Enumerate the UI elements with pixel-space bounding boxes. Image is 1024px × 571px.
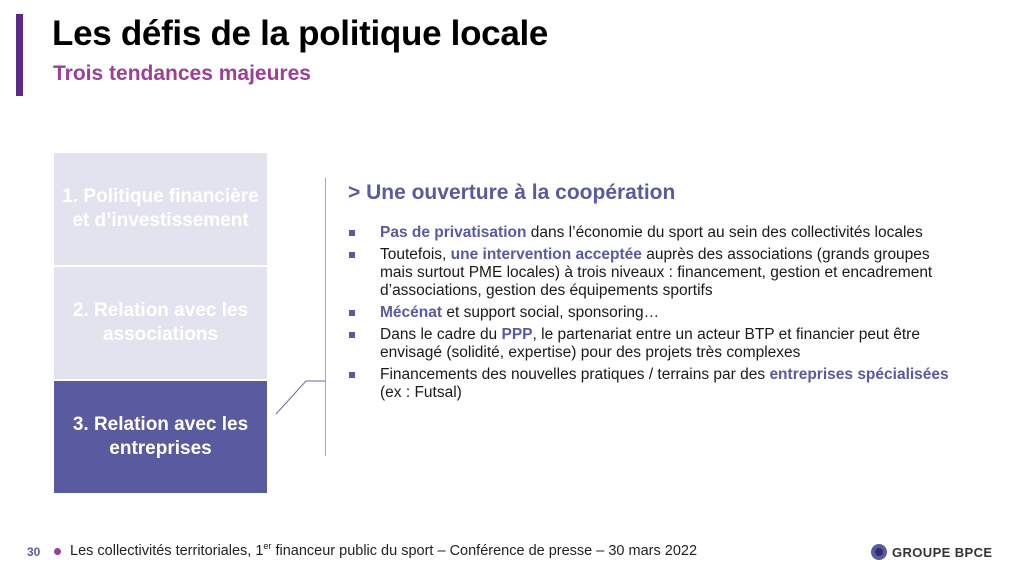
bullet-item [349, 246, 949, 300]
bullet-list [349, 224, 949, 406]
topic-tabs [54, 153, 267, 493]
bullet-text: dans l’économie du sport au sein des collectivités locales [526, 224, 923, 241]
tab-politique-financiere[interactable]: 1. Politique financière et d’investissement [54, 153, 267, 265]
page-number: 30 [27, 545, 41, 559]
page-title: Les défis de la politique locale [52, 14, 549, 53]
footer-dot-icon [54, 548, 61, 555]
content-divider [325, 178, 326, 456]
bullet-item [349, 366, 949, 402]
bullet-square-icon [349, 372, 355, 378]
bullet-text: et support social, sponsoring… [442, 304, 660, 321]
footer-text-before: Les collectivités territoriales, 1 [70, 543, 264, 559]
bullet-square-icon [349, 230, 355, 236]
footer-caption [70, 543, 697, 559]
tab-connector-line [266, 380, 326, 416]
bullet-text: , le partenariat entre un acteur BTP et financier peut être envisagé (solidité, expertise) pour des projets très complexes [380, 326, 920, 361]
bullet-text: auprès des associations (grands groupes mais surtout PME locales) à trois niveaux : financement, gestion et encadrement d’associations, gestion des équipements sportifs [380, 246, 933, 299]
bullet-text: Financements des nouvelles pratiques / terrains par des [380, 366, 770, 383]
bullet-text: (ex : Futsal) [380, 384, 462, 401]
bullet-square-icon [349, 332, 355, 338]
bpce-logo [871, 544, 992, 560]
bullet-highlight: Mécénat [380, 304, 443, 321]
bullet-highlight: PPP [501, 326, 533, 343]
bullet-highlight: une intervention acceptée [450, 246, 642, 263]
section-heading: > Une ouverture à la coopération [348, 181, 676, 204]
bullet-item [349, 304, 949, 322]
tab-relation-associations[interactable]: 2. Relation avec les associations [54, 267, 267, 379]
footer-superscript: er [263, 541, 272, 552]
page-subtitle: Trois tendances majeures [53, 62, 311, 85]
bullet-highlight: entreprises spécialisées [769, 366, 949, 383]
title-accent-bar [16, 14, 23, 96]
bullet-square-icon [349, 252, 355, 258]
bullet-text: Toutefois, [380, 246, 451, 263]
bpce-logo-text: GROUPE BPCE [892, 544, 993, 560]
bullet-item [349, 224, 949, 242]
bullet-text: Dans le cadre du [380, 326, 502, 343]
tab-relation-entreprises[interactable]: 3. Relation avec les entreprises [54, 381, 267, 493]
footer-text-after: financeur public du sport – Conférence de presse – 30 mars 2022 [271, 543, 698, 559]
bullet-item [349, 326, 949, 362]
bullet-highlight: Pas de privatisation [380, 224, 527, 241]
bpce-logo-icon [871, 544, 887, 560]
bullet-square-icon [349, 310, 355, 316]
